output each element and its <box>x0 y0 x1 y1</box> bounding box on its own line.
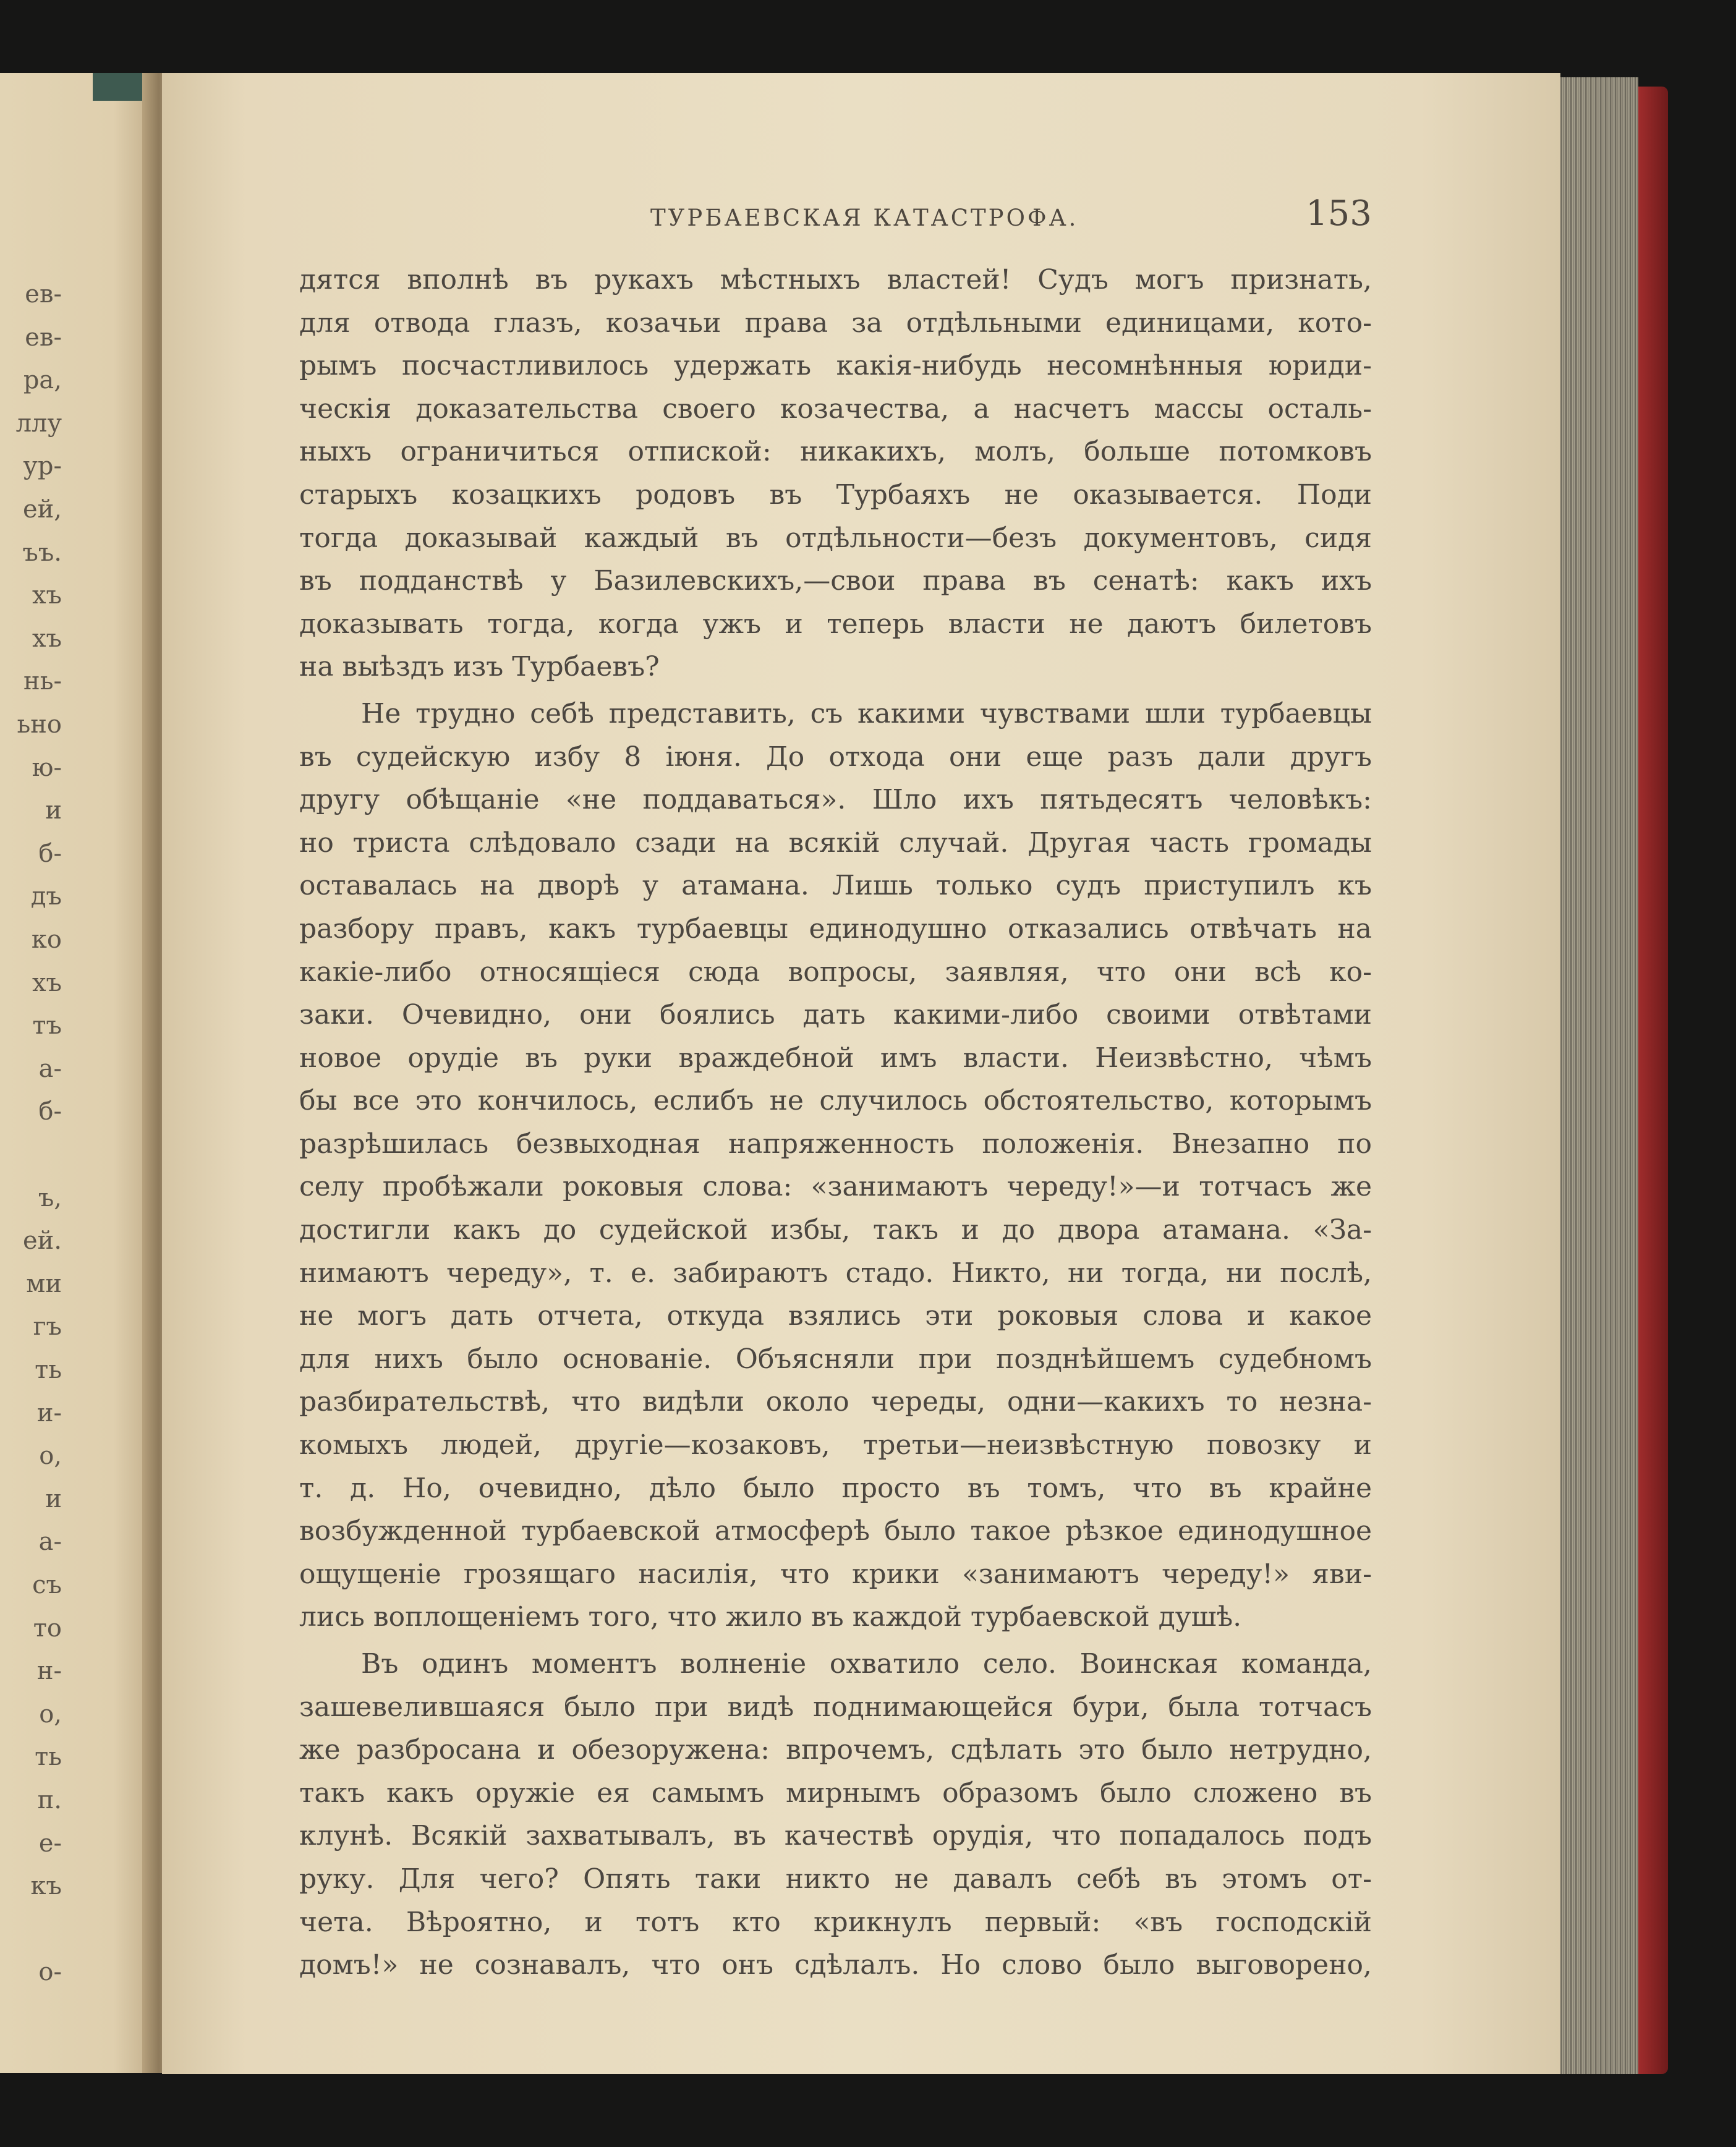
text-line: въ судейскую избу 8 іюня. До отхода они еще разъ дали другъ <box>299 741 1372 773</box>
text-line: оставалась на дворѣ у атамана. Лишь только судъ приступилъ къ <box>299 870 1372 902</box>
text-line: рымъ посчастливилось удержать какія-нибудь несомнѣнныя юриди- <box>299 350 1372 382</box>
running-head <box>162 193 1560 237</box>
left-page-fragment: ми <box>26 1269 62 1298</box>
text-line: другу обѣщаніе «не поддаваться». Шло ихъ пятьдесятъ человѣкъ: <box>299 784 1372 816</box>
left-page-fragment: то <box>33 1613 62 1643</box>
page-number: 153 <box>1306 193 1372 234</box>
text-line: ныхъ ограничиться отпиской: никакихъ, молъ, больше потомковъ <box>299 436 1372 468</box>
left-page-fragment: съ <box>32 1571 62 1599</box>
left-page-fragment: ть <box>35 1743 62 1772</box>
text-line: лись воплощеніемъ того, что жило въ каждой турбаевской душѣ. <box>299 1601 1242 1633</box>
left-page-fragment: хъ <box>32 581 62 610</box>
text-line: т. д. Но, очевидно, дѣло было просто въ томъ, что въ крайне <box>299 1472 1372 1504</box>
text-line: ощущеніе грозящаго насилія, что крики «занимаютъ череду!» яви- <box>299 1558 1372 1590</box>
left-page-fragment: и <box>45 1484 62 1513</box>
text-line: тогда доказывай каждый въ отдѣльности—безъ документовъ, сидя <box>299 522 1372 554</box>
body-text <box>299 258 1372 1987</box>
left-page-fragment: дъ <box>30 882 62 911</box>
left-page-fragment: о- <box>38 1958 62 1987</box>
text-line: же разбросана и обезоружена: впрочемъ, сдѣлать это было нетрудно, <box>299 1734 1372 1766</box>
left-page-fragment: а- <box>38 1054 62 1083</box>
text-line: возбужденной турбаевской атмосферѣ было такое рѣзкое единодушное <box>299 1515 1372 1547</box>
text-line: разбору правъ, какъ турбаевцы единодушно отказались отвѣчать на <box>299 912 1372 945</box>
left-page-fragment: п. <box>37 1786 62 1814</box>
text-line: для нихъ было основаніе. Объясняли при позднѣйшемъ судебномъ <box>299 1343 1372 1375</box>
text-line: домъ!» не сознавалъ, что онъ сдѣлалъ. Но слово было выговорено, <box>299 1949 1372 1981</box>
text-line: но триста слѣдовало сзади на всякій случай. Другая часть громады <box>299 827 1372 859</box>
text-line: клунѣ. Всякій захватывалъ, въ качествѣ орудія, что попадалось подъ <box>299 1820 1372 1852</box>
left-page-fragment: ю- <box>32 753 62 782</box>
left-page-fragment: къ <box>30 1872 62 1901</box>
left-page <box>0 73 162 2073</box>
left-page-fragment: н- <box>36 1657 62 1686</box>
left-page-fragment: ллу <box>15 409 62 438</box>
text-line: не могъ дать отчета, откуда взялись эти роковыя слова и какое <box>299 1300 1372 1332</box>
right-page <box>162 73 1560 2074</box>
left-page-fragment: ть <box>35 1356 62 1384</box>
text-line: Въ одинъ моментъ волненіе охватило село. Воинская команда, <box>361 1648 1372 1680</box>
left-page-fragment: и <box>45 796 62 825</box>
left-page-fragment: гъ <box>33 1312 62 1341</box>
left-page-fragment: ей. <box>22 1227 62 1256</box>
text-line: для отвода глазъ, козачьи права за отдѣльными единицами, кото- <box>299 307 1372 339</box>
text-line: руку. Для чего? Опять таки никто не давалъ себѣ въ этомъ от- <box>299 1863 1372 1895</box>
left-page-fragment: ра, <box>23 366 62 395</box>
text-line: комыхъ людей, другіе—козаковъ, третьи—неизвѣстную повозку и <box>299 1429 1372 1461</box>
left-page-fragment: ъъ. <box>22 538 62 567</box>
left-page-fragment: нь- <box>23 667 62 696</box>
left-page-fragment: е- <box>38 1829 62 1858</box>
text-line: какіе-либо относящіеся сюда вопросы, заявляя, что они всѣ ко- <box>299 956 1372 988</box>
left-page-fragment: ур- <box>23 452 62 481</box>
left-page-fragment: ев- <box>25 280 62 308</box>
text-line: дятся вполнѣ въ рукахъ мѣстныхъ властей! Судъ могъ признать, <box>299 264 1372 295</box>
text-line: доказывать тогда, когда ужъ и теперь власти не даютъ билетовъ <box>299 608 1372 640</box>
text-line: нимаютъ череду», т. е. забираютъ стадо. Никто, ни тогда, ни послѣ, <box>299 1257 1372 1289</box>
text-line: на выѣздъ изъ Турбаевъ? <box>299 651 660 683</box>
paragraph <box>299 692 1372 1639</box>
left-page-fragment: хъ <box>32 624 62 653</box>
left-page-fragment: и- <box>36 1398 62 1427</box>
left-page-fragment: ьно <box>17 710 62 739</box>
left-page-fragment: а- <box>38 1528 62 1557</box>
text-line: заки. Очевидно, они боялись дать какими-либо своими отвѣтами <box>299 999 1372 1031</box>
left-page-fragment: ев- <box>25 323 62 352</box>
left-page-fragment: ей, <box>22 495 62 524</box>
text-line: достигли какъ до судейской избы, такъ и до двора атамана. «За- <box>299 1214 1372 1246</box>
text-line: Не трудно себѣ представить, съ какими чувствами шли турбаевцы <box>361 697 1372 729</box>
left-page-fragment: ко <box>31 925 62 954</box>
paragraph <box>299 258 1372 689</box>
text-line: разбирательствѣ, что видѣли около череды, одни—какихъ то незна- <box>299 1386 1372 1418</box>
text-line: такъ какъ оружіе ея самымъ мирнымъ образомъ было сложено въ <box>299 1777 1372 1809</box>
left-page-fragment: о, <box>39 1442 62 1471</box>
text-line: селу пробѣжали роковыя слова: «занимаютъ череду!»—и тотчасъ же <box>299 1171 1372 1203</box>
left-page-fragment: хъ <box>32 968 62 997</box>
text-line: зашевелившаяся было при видѣ поднимающейся бури, была тотчасъ <box>299 1691 1372 1723</box>
text-line: разрѣшилась безвыходная напряженность положенія. Внезапно по <box>299 1128 1372 1160</box>
text-line: старыхъ козацкихъ родовъ въ Турбаяхъ не оказывается. Поди <box>299 478 1372 511</box>
text-line: бы все это кончилось, еслибъ не случилось обстоятельство, которымъ <box>299 1085 1372 1117</box>
text-line: чета. Вѣроятно, и тотъ кто крикнулъ первый: «въ господскій <box>299 1906 1372 1938</box>
running-title: ТУРБАЕВСКАЯ КАТАСТРОФА. <box>650 205 1079 231</box>
left-page-fragment: ъ, <box>38 1183 62 1212</box>
left-page-fragment: б- <box>38 1097 62 1126</box>
text-line: ческія доказательства своего козачества, а насчетъ массы осталь- <box>299 393 1372 425</box>
text-line: новое орудіе въ руки враждебной имъ власти. Неизвѣстно, чѣмъ <box>299 1042 1372 1074</box>
page-edges <box>1558 77 1638 2074</box>
left-page-fragment: тъ <box>32 1011 62 1040</box>
text-line: въ подданствѣ у Базилевскихъ,—свои права въ сенатѣ: какъ ихъ <box>299 565 1372 597</box>
left-page-fragment: б- <box>38 839 62 868</box>
paragraph <box>299 1643 1372 1987</box>
left-page-fragment: о, <box>39 1699 62 1728</box>
